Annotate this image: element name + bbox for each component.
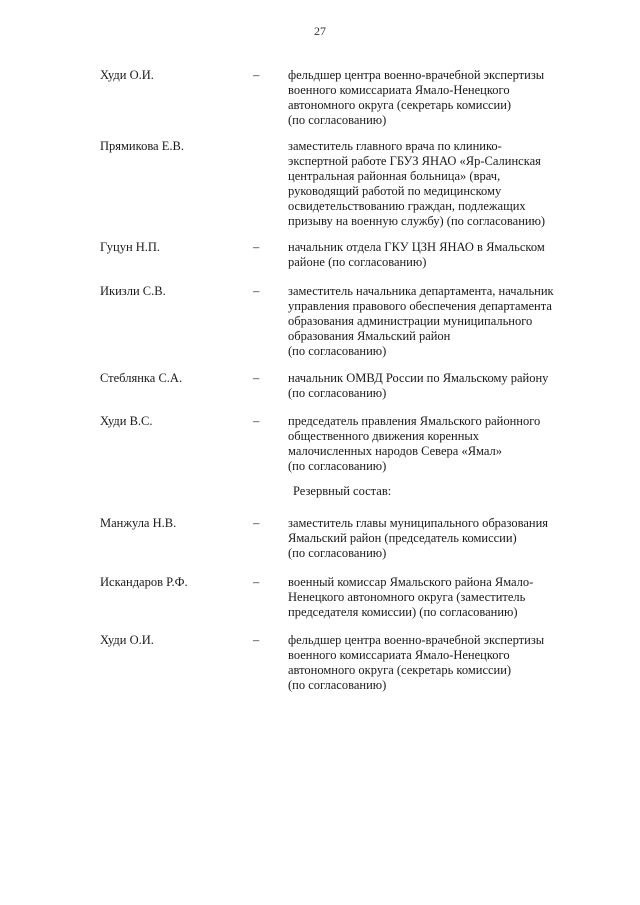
member-name: Гуцун Н.П.: [100, 240, 161, 254]
dash-separator: –: [253, 414, 260, 428]
member-role: военный комиссар Ямальского района Ямало- Ненецкого автономного округа (заместитель председателя комиссии) (по согласованию): [288, 575, 534, 619]
member-role: заместитель начальника департамента, начальник управления правового обеспечения департамента образования администрации муниципального образования Ямальский район (по согласованию): [288, 284, 554, 358]
member-name: Икизли С.В.: [100, 284, 166, 298]
member-name: Искандаров Р.Ф.: [100, 575, 188, 589]
member-role: заместитель главы муниципального образования Ямальский район (председатель комиссии) (по согласованию): [288, 516, 549, 560]
dash-separator: –: [253, 633, 260, 647]
member-name: Манжула Н.В.: [100, 516, 177, 530]
member-role: начальник отдела ГКУ ЦЗН ЯНАО в Ямальском районе (по согласованию): [288, 240, 545, 269]
member-name: Худи О.И.: [100, 633, 154, 647]
dash-separator: –: [253, 240, 260, 254]
member-name: Стеблянка С.А.: [100, 371, 183, 385]
dash-separator: –: [253, 68, 260, 82]
dash-separator: –: [253, 371, 260, 385]
member-role: фельдшер центра военно-врачебной экспертизы военного комиссариата Ямало-Ненецкого автономного округа (секретарь комиссии) (по согласованию): [288, 633, 545, 692]
reserve-heading: Резервный состав:: [293, 484, 392, 498]
page-number: 27: [314, 24, 326, 38]
member-role: начальник ОМВД России по Ямальскому району (по согласованию): [288, 371, 549, 400]
member-name: Худи О.И.: [100, 68, 154, 82]
member-role: заместитель главного врача по клинико- экспертной работе ГБУЗ ЯНАО «Яр-Салинская центральная районная больница» (врач, руководящий работой по медицинскому освидетельствованию граждан, подлежащих призыву на военную службу) (по согласованию): [288, 139, 546, 228]
member-role: фельдшер центра военно-врачебной экспертизы военного комиссариата Ямало-Ненецкого автономного округа (секретарь комиссии) (по согласованию): [288, 68, 545, 127]
member-name: Прямикова Е.В.: [100, 139, 184, 153]
dash-separator: –: [253, 516, 260, 530]
dash-separator: –: [253, 575, 260, 589]
member-role: председатель правления Ямальского районного общественного движения коренных малочисленных народов Севера «Ямал» (по согласованию): [288, 414, 541, 473]
member-name: Худи В.С.: [100, 414, 153, 428]
dash-separator: –: [253, 284, 260, 298]
